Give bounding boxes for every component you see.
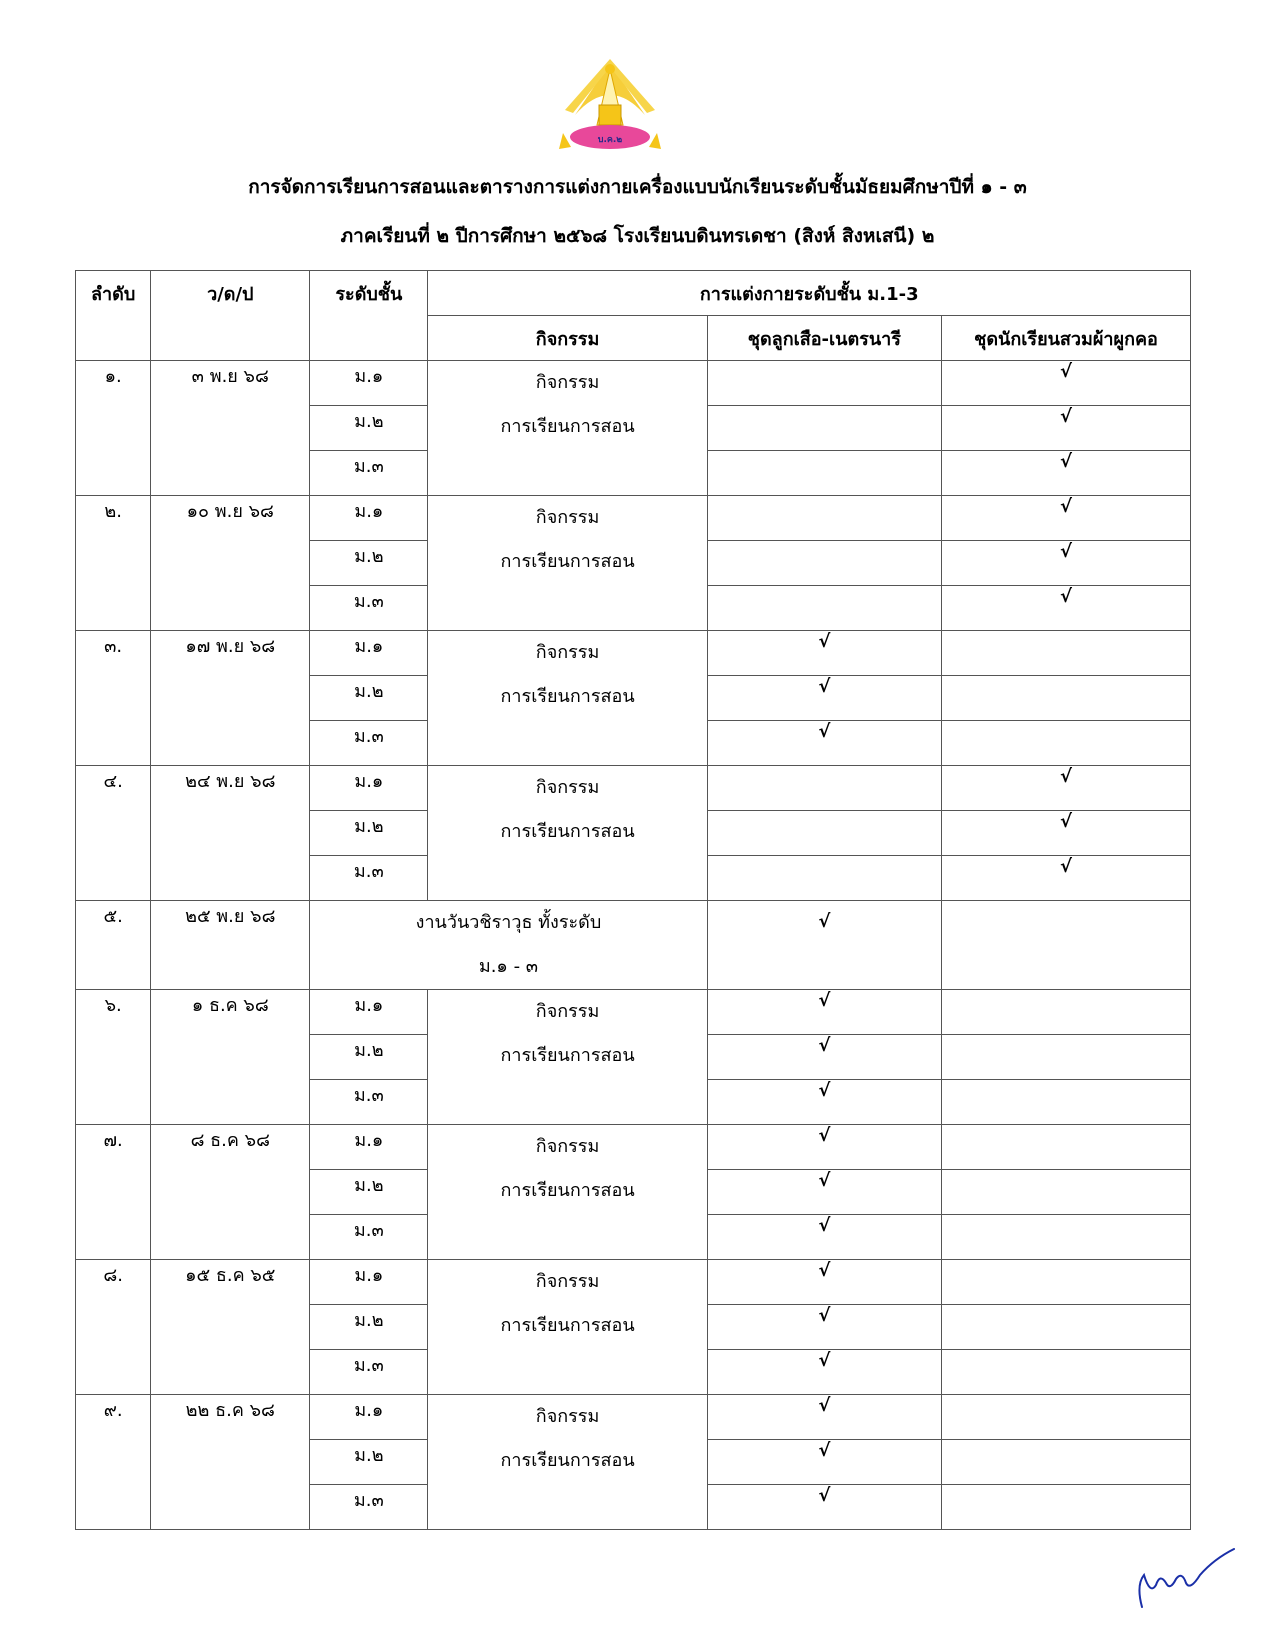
scout-check-cell <box>707 1260 941 1305</box>
uniform-check-cell <box>941 766 1190 811</box>
activity-line: การเรียนการสอน <box>500 1450 635 1471</box>
uniform-check-cell <box>941 1170 1190 1215</box>
check-mark-icon: √ <box>818 676 831 697</box>
row-activity <box>428 766 707 901</box>
row-level: ม.๒ <box>310 676 428 721</box>
check-mark-icon: √ <box>818 1080 831 1101</box>
activity-line: กิจกรรม <box>535 507 600 528</box>
activity-line: กิจกรรม <box>535 1136 600 1157</box>
row-order: ๓. <box>76 631 151 766</box>
row-order: ๔. <box>76 766 151 901</box>
check-mark-icon: √ <box>818 1485 831 1506</box>
row-date: ๒๒ ธ.ค ๖๘ <box>151 1395 310 1530</box>
row-activity <box>428 1260 707 1395</box>
scout-check-cell <box>707 1080 941 1125</box>
check-mark-icon: √ <box>818 911 831 932</box>
header-level: ระดับชั้น <box>310 271 428 361</box>
scout-check-cell <box>707 721 941 766</box>
uniform-check-cell <box>941 1440 1190 1485</box>
uniform-check-cell <box>941 1215 1190 1260</box>
row-level: ม.๓ <box>310 586 428 631</box>
activity-line: การเรียนการสอน <box>500 1045 635 1066</box>
activity-line: การเรียนการสอน <box>500 1180 635 1201</box>
uniform-check-cell <box>941 1305 1190 1350</box>
signature <box>1130 1545 1240 1615</box>
check-mark-icon: √ <box>1059 406 1072 427</box>
row-level: ม.๒ <box>310 1035 428 1080</box>
scout-check-cell <box>707 766 941 811</box>
row-activity <box>428 1125 707 1260</box>
check-mark-icon: √ <box>818 1260 831 1281</box>
row-date: ๑๗ พ.ย ๖๘ <box>151 631 310 766</box>
uniform-check-cell <box>941 631 1190 676</box>
scout-check-cell <box>707 406 941 451</box>
table-row <box>76 766 1191 811</box>
row-activity <box>428 1395 707 1530</box>
uniform-check-cell <box>941 856 1190 901</box>
scout-check-cell <box>707 1440 941 1485</box>
check-mark-icon: √ <box>818 1170 831 1191</box>
row-date: ๑๕ ธ.ค ๖๕ <box>151 1260 310 1395</box>
header-dress-group: การแต่งกายระดับชั้น ม.1-3 <box>428 271 1191 316</box>
activity-line: กิจกรรม <box>535 1001 600 1022</box>
check-mark-icon: √ <box>818 1305 831 1326</box>
check-mark-icon: √ <box>1059 451 1072 472</box>
activity-line: กิจกรรม <box>535 1271 600 1292</box>
emblem-rays-icon <box>565 59 655 125</box>
check-mark-icon: √ <box>1059 496 1072 517</box>
scout-check-cell <box>707 631 941 676</box>
event-line: งานวันวชิราวุธ ทั้งระดับ <box>415 912 602 933</box>
scout-check-cell <box>707 676 941 721</box>
schedule-table <box>75 270 1191 1530</box>
uniform-check-cell <box>941 1485 1190 1530</box>
row-order: ๖. <box>76 990 151 1125</box>
row-date: ๑๐ พ.ย ๖๘ <box>151 496 310 631</box>
table-row <box>76 901 1191 990</box>
uniform-check-cell <box>941 406 1190 451</box>
row-level: ม.๑ <box>310 990 428 1035</box>
header-scout-uniform: ชุดลูกเสือ-เนตรนารี <box>707 316 941 361</box>
uniform-check-cell <box>941 586 1190 631</box>
scout-check-cell <box>707 1215 941 1260</box>
row-level: ม.๒ <box>310 1170 428 1215</box>
row-level: ม.๓ <box>310 1080 428 1125</box>
row-activity <box>428 990 707 1125</box>
check-mark-icon: √ <box>1059 541 1072 562</box>
check-mark-icon: √ <box>1059 766 1072 787</box>
header-activity: กิจกรรม <box>428 316 707 361</box>
table-row <box>76 496 1191 541</box>
row-level: ม.๓ <box>310 1215 428 1260</box>
row-level: ม.๓ <box>310 721 428 766</box>
table-row <box>76 361 1191 406</box>
row-event <box>310 901 707 990</box>
row-level: ม.๒ <box>310 541 428 586</box>
scout-check-cell <box>707 1170 941 1215</box>
row-level: ม.๒ <box>310 1305 428 1350</box>
uniform-check-cell <box>941 451 1190 496</box>
scout-check-cell <box>707 496 941 541</box>
row-order: ๑. <box>76 361 151 496</box>
scout-check-cell <box>707 361 941 406</box>
activity-line: การเรียนการสอน <box>500 686 635 707</box>
row-level: ม.๑ <box>310 361 428 406</box>
row-activity <box>428 361 707 496</box>
uniform-check-cell <box>941 1350 1190 1395</box>
scout-check-cell <box>707 1305 941 1350</box>
row-level: ม.๑ <box>310 631 428 676</box>
scout-check-cell <box>707 586 941 631</box>
scout-check-cell <box>707 1035 941 1080</box>
check-mark-icon: √ <box>818 1350 831 1371</box>
uniform-check-cell <box>941 1035 1190 1080</box>
logo-label: บ.ค.๒ <box>597 135 623 145</box>
event-line: ม.๑ - ๓ <box>478 956 539 977</box>
check-mark-icon: √ <box>1059 361 1072 382</box>
table-row <box>76 631 1191 676</box>
uniform-check-cell <box>941 361 1190 406</box>
check-mark-icon: √ <box>818 990 831 1011</box>
check-mark-icon: √ <box>818 721 831 742</box>
row-date: ๘ ธ.ค ๖๘ <box>151 1125 310 1260</box>
table-row <box>76 1260 1191 1305</box>
check-mark-icon: √ <box>1059 811 1072 832</box>
row-order: ๕. <box>76 901 151 990</box>
uniform-check-cell <box>941 1125 1190 1170</box>
activity-line: การเรียนการสอน <box>500 416 635 437</box>
check-mark-icon: √ <box>1059 586 1072 607</box>
row-level: ม.๑ <box>310 1260 428 1305</box>
scout-check-cell <box>707 541 941 586</box>
scout-check-cell <box>707 1125 941 1170</box>
row-level: ม.๒ <box>310 406 428 451</box>
row-level: ม.๒ <box>310 1440 428 1485</box>
uniform-check-cell <box>941 496 1190 541</box>
scout-check-cell <box>707 811 941 856</box>
document-title: การจัดการเรียนการสอนและตารางการแต่งกายเครื่องแบบนักเรียนระดับชั้นมัธยมศึกษาปีที่ ๑ - ๓ <box>248 176 1027 198</box>
document-subtitle: ภาคเรียนที่ ๒ ปีการศึกษา ๒๕๖๘ โรงเรียนบดินทรเดชา (สิงห์ สิงหเสนี) ๒ <box>340 225 935 247</box>
header-student-uniform: ชุดนักเรียนสวมผ้าผูกคอ <box>941 316 1190 361</box>
uniform-check-cell <box>941 1260 1190 1305</box>
scout-check-cell <box>707 901 941 990</box>
uniform-check-cell <box>941 811 1190 856</box>
row-order: ๗. <box>76 1125 151 1260</box>
row-date: ๒๔ พ.ย ๖๘ <box>151 766 310 901</box>
row-order: ๒. <box>76 496 151 631</box>
table-row <box>76 990 1191 1035</box>
scout-check-cell <box>707 990 941 1035</box>
header-date: ว/ด/ป <box>151 271 310 361</box>
row-level: ม.๓ <box>310 856 428 901</box>
row-level: ม.๓ <box>310 451 428 496</box>
scout-check-cell <box>707 1350 941 1395</box>
activity-line: กิจกรรม <box>535 642 600 663</box>
row-activity <box>428 631 707 766</box>
uniform-check-cell <box>941 1395 1190 1440</box>
table-row <box>76 1395 1191 1440</box>
scout-check-cell <box>707 451 941 496</box>
row-level: ม.๑ <box>310 496 428 541</box>
row-date: ๑ ธ.ค ๖๘ <box>151 990 310 1125</box>
row-level: ม.๓ <box>310 1485 428 1530</box>
uniform-check-cell <box>941 990 1190 1035</box>
activity-line: กิจกรรม <box>535 1406 600 1427</box>
header-order: ลำดับ <box>76 271 151 361</box>
scout-check-cell <box>707 1395 941 1440</box>
uniform-check-cell <box>941 901 1190 990</box>
row-level: ม.๑ <box>310 1125 428 1170</box>
row-level: ม.๒ <box>310 811 428 856</box>
row-level: ม.๑ <box>310 766 428 811</box>
row-activity <box>428 496 707 631</box>
check-mark-icon: √ <box>818 1035 831 1056</box>
activity-line: การเรียนการสอน <box>500 821 635 842</box>
row-order: ๙. <box>76 1395 151 1530</box>
uniform-check-cell <box>941 1080 1190 1125</box>
table-row <box>76 1125 1191 1170</box>
uniform-check-cell <box>941 721 1190 766</box>
activity-line: กิจกรรม <box>535 777 600 798</box>
check-mark-icon: √ <box>818 631 831 652</box>
check-mark-icon: √ <box>818 1395 831 1416</box>
activity-line: กิจกรรม <box>535 372 600 393</box>
row-date: ๒๕ พ.ย ๖๘ <box>151 901 310 990</box>
school-emblem-logo <box>555 55 665 155</box>
row-order: ๘. <box>76 1260 151 1395</box>
uniform-check-cell <box>941 541 1190 586</box>
row-level: ม.๑ <box>310 1395 428 1440</box>
row-level: ม.๓ <box>310 1350 428 1395</box>
check-mark-icon: √ <box>818 1440 831 1461</box>
uniform-check-cell <box>941 676 1190 721</box>
check-mark-icon: √ <box>1059 856 1072 877</box>
check-mark-icon: √ <box>818 1215 831 1236</box>
scout-check-cell <box>707 1485 941 1530</box>
activity-line: การเรียนการสอน <box>500 551 635 572</box>
scout-check-cell <box>707 856 941 901</box>
check-mark-icon: √ <box>818 1125 831 1146</box>
row-date: ๓ พ.ย ๖๘ <box>151 361 310 496</box>
activity-line: การเรียนการสอน <box>500 1315 635 1336</box>
